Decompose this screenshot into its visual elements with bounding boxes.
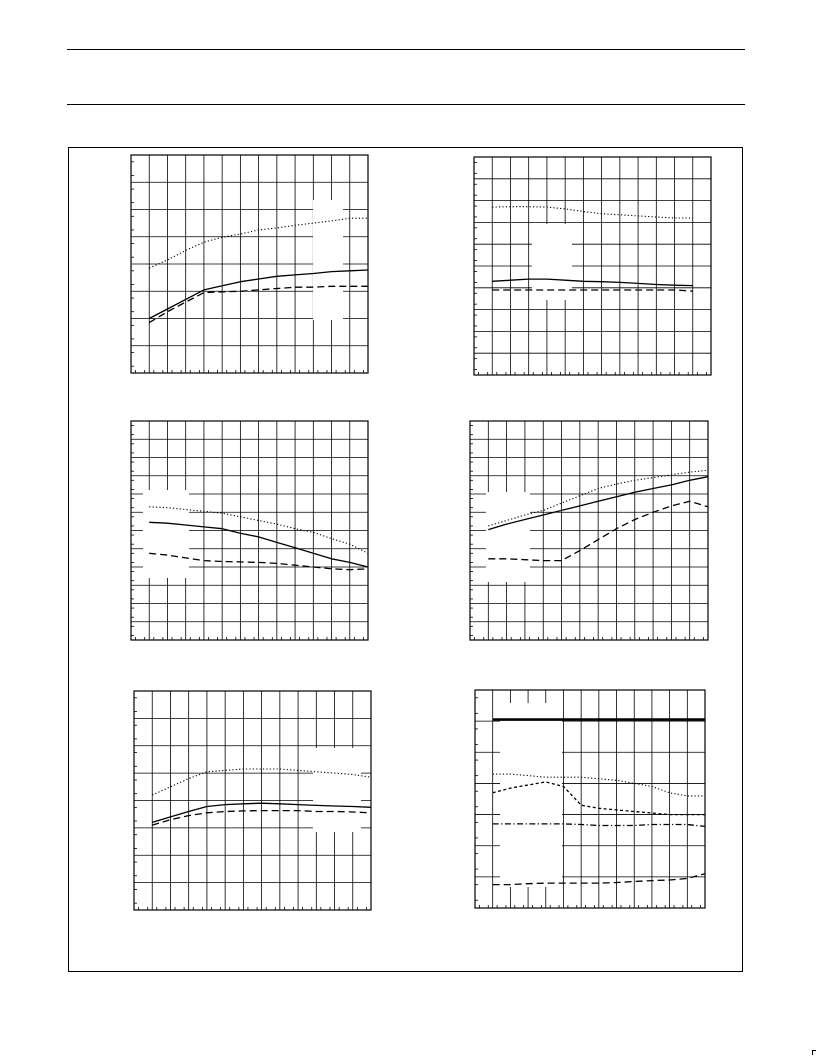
chart-panel-4: [470, 421, 708, 640]
label-blank-area: [313, 200, 343, 320]
chart-panel-5: [134, 691, 371, 910]
label-blank-area: [486, 492, 530, 582]
chart-panel-3: [131, 421, 368, 640]
chart-panel-1: [131, 155, 368, 373]
series-line-solid: [492, 279, 693, 286]
label-blank-area: [313, 748, 361, 832]
axis-ticks: [474, 162, 706, 375]
chart-grid: [474, 157, 711, 375]
label-blank-area: [500, 703, 562, 887]
chart-panel-6: [475, 690, 705, 908]
label-blank-area: [143, 490, 189, 578]
series-line-dotted: [492, 207, 693, 218]
series-line-dashed: [492, 290, 693, 291]
label-blank-area: [532, 224, 572, 300]
chart-panel-2: [474, 157, 711, 375]
page-corner-mark: [812, 1050, 816, 1055]
